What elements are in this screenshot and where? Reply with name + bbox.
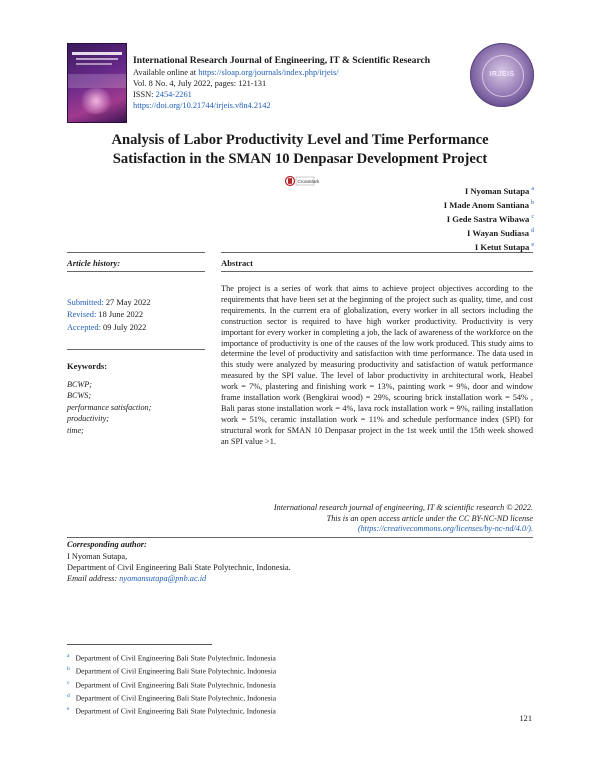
journal-logo [470,43,534,107]
journal-info [133,55,478,111]
footnote-item: $^c$ Department of Civil Engineering Bali State Polytechnic, Indonesia [67,679,276,690]
abstract-heading: Abstract [221,258,253,268]
author-item: I Ketut Sutapa $^e$ [474,242,534,253]
email-link[interactable]: nyomansutapa@pnb.ac.id [119,574,207,583]
revised-row: Revised: 18 June 2022 [67,310,144,320]
author-list [444,183,534,253]
submitted-row: Submitted: 27 May 2022 [67,298,151,307]
accepted-row: Accepted: 09 July 2022 [67,322,147,332]
journal-title: International Research Journal of Engineering, IT & Scientific Research [133,55,431,66]
issn-line: ISSN: 2454-2261 [133,90,192,99]
footnote-item: $^b$ Department of Civil Engineering Bali State Polytechnic, Indonesia [67,666,277,676]
divider [67,252,205,253]
keyword-item: productivity; [67,414,109,424]
corresponding-name: I Nyoman Sutapa, [67,552,128,561]
keywords-heading: Keywords: [67,361,108,371]
abstract-text: The project is a series of work that aims to achieve project objectives according to the requirements that have been set at the beginning of the project such as quality, time, and cost requirements. In the current era of globalization, every worker in all sectors including the construction sector is required to have high worker productivity. Productivity is very important for every worker in completing a job, the lack of awareness of the workforce on the importance of productivity is one of the causes of the low work produced. This study aims to determine the level of productivity and satisfaction with time performance. The data used in this study were analyzed by measuring productivity and satisfaction of watuk performance measured by the SPI value. The level of labor productivity in architectural work, Heabel work = 7%, plastering and finishing work = 13%, painting work = 9%, door and window frame installation work (Bengkirai wood) = 29%, scouring brick installation work = 54% , Bali paras stone installation work = 4%, lava rock installation work = 9%, railing installation work = 51%, ceramic installation work = 11% and schedule performance index (SPI) for structural work for SMAN 10 Denpasar project in the 1st week until the 15th week showed an SPI value >1. [221,284,533,446]
article-history [67,297,151,334]
journal-cover-thumbnail [67,43,127,123]
keyword-item: time; [67,425,84,435]
keyword-item: performance satisfaction; [67,402,152,412]
footnote-divider [67,644,212,645]
crossmark-label: CrossMark [297,178,320,184]
divider [67,271,205,272]
corresponding-heading: Corresponding author: [67,540,147,549]
divider [67,537,533,538]
journal-logo-text: IRJEIS [489,71,515,78]
crossmark-badge[interactable] [285,174,320,188]
issn-link[interactable]: 2454-2261 [155,90,192,99]
author-item: I Gede Sastra Wibawa $^c$ [446,213,534,224]
divider [221,271,533,272]
author-item: I Nyoman Sutapa $^a$ [464,185,534,196]
footnote-item: $^e$ Department of Civil Engineering Bali State Polytechnic, Indonesia [67,706,276,716]
keywords-list [67,379,151,436]
divider [67,349,205,350]
footnotes [67,651,276,717]
footnote-item: $^a$ Department of Civil Engineering Bali State Polytechnic, Indonesia [67,653,276,663]
author-item: I Made Anom Santiana $^b$ [443,199,534,210]
license-note: International research journal of engineering, IT & scientific research © 2022. This is an open access article under the CC BY-NC-ND license (https://creativecommons.org/licenses/by-nc-nd/4.0/). [200,503,533,535]
keyword-item: BCWS; [67,391,92,401]
corresponding-email-row: Email address: nyomansutapa@pnb.ac.id [67,574,207,583]
corresponding-info [67,551,291,584]
available-line: Available online at https://sloap.org/journals/index.php/irjeis/ [133,68,339,77]
volume-line: Vol. 8 No. 4, July 2022, pages: 121-131 [133,79,267,88]
keyword-item: BCWP; [67,380,93,389]
corresponding-affiliation: Department of Civil Engineering Bali State Polytechnic, Indonesia. [67,563,291,572]
page-number: 121 [519,714,532,723]
doi-link[interactable]: https://doi.org/10.21744/irjeis.v8n4.2142 [133,101,271,110]
journal-url-link[interactable]: https://sloap.org/journals/index.php/irjeis/ [198,68,339,77]
article-title: Analysis of Labor Productivity Level and Time Performance Satisfaction in the SMAN 10 Denpasar Development Project [111,132,489,167]
author-item: I Wayan Sudiasa $^d$ [467,228,534,239]
license-link[interactable]: (https://creativecommons.org/licenses/by-nc-nd/4.0/). [357,524,533,534]
divider [221,252,533,253]
history-heading: Article history: [67,258,121,268]
footnote-item: $^d$ Department of Civil Engineering Bali State Polytechnic, Indonesia [67,692,277,703]
